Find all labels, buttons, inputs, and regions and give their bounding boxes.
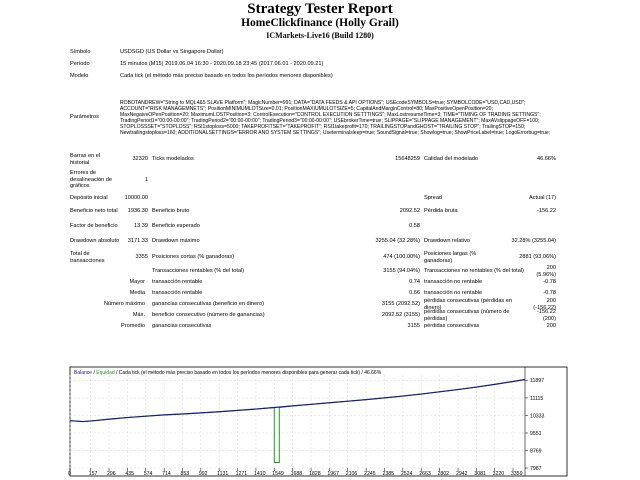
- params-value: ROBOTANDREW="String to MQL4&5 SLAVE Platform"; MagicNumber=991; DATA="DATA FEEDS & API OPTIONS"; USEcodeSYMBOLS=true; SYMBOLCODE="USD,CAD,USD"; ACCOUNT="RISK MANAGEMNETS"; PositionMINIMUMLOTSize=0.01; PositionMAXIUMULOTSIZE=5; CapitalAndMarginControl=80; MaxPositiveOpenPosition=20; MaxNegaiveOPenPosition=20; MaximumLOSTPosition=3; ControlExecution="CONTROL EXECUTION SETTTINGS"; MaxLostresumeTime=3; TIME="TIMING OF TRADING SETTINGS"; TradingPeriod1="00:00-00:00"; TradingPeriod2="00:00-00:00"; TradingPeriod3="00:00-00:00"; USEbrokerTime=true; SLIPPAGE="SLIPPAGE MANAGEMENT"; MaxAVslippageOFF=100; STOPLOSSSET="STOPLOSS"; RSI1stoploss=5000; TAKEPROFITSET="TAKEPROFIT"; RSI1takeprofit=170; TRAILINGSTOPandGHOST="TRAILING STOP"; TrailingSTOP=150; Newtrailingstoploss=160; ADDITIONALSETTINGS="ERROR AND SYSTEM SETTINGS"; Useterminalsleep=true; SoundSignal=true; Showlog=true; ShowPriceLabel=true; LogoErrorbug=true;: [120, 99, 551, 136]
- report-title: Strategy Tester Report: [247, 1, 393, 17]
- short-value: 474 (100.00%): [383, 254, 420, 261]
- maximal-row: [70, 310, 556, 321]
- max-cw-value: 3155 (2092.52): [382, 301, 420, 308]
- x-tick-label: 992: [198, 471, 208, 477]
- x-tick-label: 157: [88, 471, 98, 477]
- y-tick-label: 8769: [530, 448, 542, 455]
- winloss-row: [70, 266, 556, 277]
- x-tick-label: 2663: [419, 471, 431, 477]
- pf-value: 13.39: [134, 223, 148, 230]
- model-value: Cada tick (el método más preciso basado en todos los períodos menores disponibles): [120, 73, 333, 80]
- x-tick-label: 1271: [235, 471, 248, 477]
- params-row: [70, 83, 556, 152]
- long-value: 2881 (93.06%): [519, 254, 556, 261]
- avg-cons-row: [70, 321, 556, 332]
- legend-balance: Balance: [74, 370, 93, 376]
- avg-loss-value: -0.78: [543, 290, 556, 297]
- dd-abs-label: Drawdown absoluto: [70, 238, 120, 245]
- win-label: Transacciones rentables (% del total): [152, 268, 245, 275]
- balance-chart-svg: [70, 367, 567, 476]
- max-cl-value: 200 (-156.22): [533, 297, 556, 311]
- mismatch-row: [70, 167, 556, 193]
- net-label: Beneficio neto total: [70, 208, 118, 215]
- avg-cl-label: pérdidas consecutivas: [424, 323, 480, 330]
- largest-win-value: 0.74: [409, 279, 420, 286]
- avg-loss-label: transacción no rentable: [424, 290, 483, 297]
- legend-rest: / Cada tick (el método más preciso basado en todos los períodos menores disponibles para generar cada tick) / 46.66%: [116, 370, 382, 376]
- win-value: 3155 (94.04%): [383, 268, 420, 275]
- spread-label: Spread: [424, 195, 443, 202]
- dd-max-label: Drawdown máximo: [152, 238, 200, 245]
- bars-row: [70, 152, 556, 167]
- trades-label: Total de transacciones: [70, 250, 105, 264]
- maximal-cl-label: pérdidas consecutivas (número de pérdidas): [424, 308, 510, 322]
- y-tick-label: 9551: [530, 430, 542, 437]
- maximal-cl-value: -156.22 (200): [537, 308, 556, 322]
- dd-rel-value: 32.28% (3255.04): [511, 238, 556, 245]
- short-label: Posiciones cortas (% ganadoras): [152, 254, 235, 261]
- x-tick-label: 296: [107, 471, 116, 477]
- legend-separator: /: [93, 370, 95, 376]
- largest-label: Mayor: [129, 279, 145, 286]
- dd-abs-value: 3171.33: [127, 238, 148, 245]
- dd-rel-label: Drawdown relativo: [424, 238, 471, 245]
- dd-max-value: 3255.04 (32.28%): [375, 238, 420, 245]
- quality-value: 46.66%: [537, 156, 556, 163]
- net-row: [70, 204, 556, 219]
- pf-label: Factor de beneficio: [70, 223, 118, 230]
- x-tick-label: 3081: [474, 471, 486, 477]
- ticks-value: 15648259: [395, 156, 420, 163]
- trades-value: 3355: [135, 254, 148, 261]
- net-value: 1936.30: [127, 208, 148, 215]
- max-cl-label: pérdidas consecutivas (pérdidas en dinero): [424, 297, 512, 311]
- report-subtitle: HomeClickfinance (Holly Grail): [241, 17, 399, 29]
- x-tick-label: 3359: [510, 471, 523, 477]
- params-label: Parámetros: [70, 114, 99, 121]
- symbol-label: Símbolo: [70, 48, 91, 55]
- ticks-label: Ticks modelados: [152, 156, 194, 163]
- avg-cw-label: ganancias consecutivas: [152, 323, 212, 330]
- quality-label: Calidad del modelado: [424, 156, 479, 163]
- x-tick-label: 2524: [400, 471, 413, 477]
- mismatch-value: 1: [144, 176, 148, 183]
- bars-value: 32320: [132, 156, 148, 163]
- x-tick-label: 435: [125, 471, 135, 477]
- average-label: Media: [129, 290, 145, 297]
- x-tick-label: 853: [180, 471, 190, 477]
- maximal-cw-label: beneficio consecutivo (número de ganancias): [152, 312, 265, 319]
- gross-loss-label: Pérdida bruta: [424, 208, 458, 215]
- long-label: Posiciones largas (% ganadoras): [424, 250, 477, 264]
- loss-label: Transacciones no rentables (% del total): [424, 268, 524, 275]
- x-tick-label: 1828: [309, 471, 321, 477]
- balance-chart: [70, 367, 567, 476]
- x-tick-label: 2106: [345, 471, 358, 477]
- max-cw-label: ganancias consecutivas (beneficio en dinero): [152, 301, 264, 308]
- x-tick-label: 1410: [253, 471, 266, 477]
- trades-row: [70, 249, 556, 266]
- avg-cl-value: 200: [546, 323, 556, 330]
- deposit-label: Depósito inicial: [70, 195, 108, 202]
- x-tick-label: 1549: [272, 471, 284, 477]
- spread-value: Actual (17): [528, 195, 556, 202]
- deposit-row: [70, 193, 556, 204]
- pf-row: [70, 219, 556, 234]
- x-tick-label: 714: [162, 471, 171, 477]
- x-tick-label: 3220: [492, 471, 505, 477]
- report-table: [70, 46, 556, 332]
- largest-loss-label: transacción no rentable: [424, 279, 483, 286]
- largest-win-label: transacción rentable: [152, 279, 203, 286]
- y-tick-label: 11897: [530, 378, 545, 385]
- largest-loss-value: -0.78: [543, 279, 556, 286]
- x-tick-label: 1131: [217, 471, 229, 477]
- symbol-row: [70, 46, 556, 58]
- period-label: Período: [70, 60, 90, 67]
- x-tick-label: 2802: [437, 471, 450, 477]
- x-tick-label: 1967: [327, 471, 339, 477]
- period-value: 15 minutos (M15) 2019.06.04 16:30 - 2020.09.18 23:45 (2017.06.01 - 2020.09.21): [120, 60, 324, 67]
- y-tick-label: 11115: [530, 395, 544, 402]
- deposit-value: 10000.00: [124, 195, 148, 202]
- x-tick-label: 0: [68, 471, 71, 477]
- drawdown-row: [70, 234, 556, 249]
- gross-loss-value: -156.22: [537, 208, 556, 215]
- chart-frame: [70, 367, 567, 476]
- x-tick-label: 1688: [290, 471, 303, 477]
- maximal-cw-value: 2092.52 (3155): [382, 312, 420, 319]
- avg-cw-value: 3155: [407, 323, 420, 330]
- largest-row: [70, 277, 556, 288]
- gross-profit-value: 2092.52: [399, 208, 420, 215]
- bars-label: Barras en el historial: [70, 152, 101, 166]
- loss-value: 200 (5.96%): [536, 264, 556, 278]
- expected-value: 0.58: [409, 223, 420, 230]
- model-label: Modelo: [70, 73, 89, 80]
- model-row: [70, 70, 556, 83]
- chart-legend: [74, 370, 382, 376]
- x-tick-label: 2245: [364, 471, 376, 477]
- x-tick-label: 2942: [456, 471, 468, 477]
- max-label: Número máximo: [103, 301, 145, 308]
- y-tick-label: 10333: [530, 413, 545, 420]
- legend-equity: Equidad: [96, 370, 115, 376]
- x-tick-label: 2385: [382, 471, 395, 477]
- symbol-value: USDSGD (US Dollar vs Singapore Dollar): [120, 48, 224, 55]
- y-tick-label: 7987: [530, 465, 542, 472]
- x-tick-label: 574: [143, 471, 153, 477]
- avg-win-value: 0.66: [409, 290, 420, 297]
- avg-win-label: transacción rentable: [152, 290, 203, 297]
- report-server: ICMarkets-Live16 (Build 1280): [266, 31, 374, 40]
- avg-cons-label: Promedio: [121, 323, 145, 330]
- maximal-label: Máx.: [132, 312, 145, 319]
- gross-profit-label: Beneficio bruto: [152, 208, 190, 215]
- mismatch-label: Errores de desalineación de gráficos: [70, 170, 112, 190]
- expected-label: Beneficio esperado: [152, 223, 200, 230]
- period-row: [70, 58, 556, 70]
